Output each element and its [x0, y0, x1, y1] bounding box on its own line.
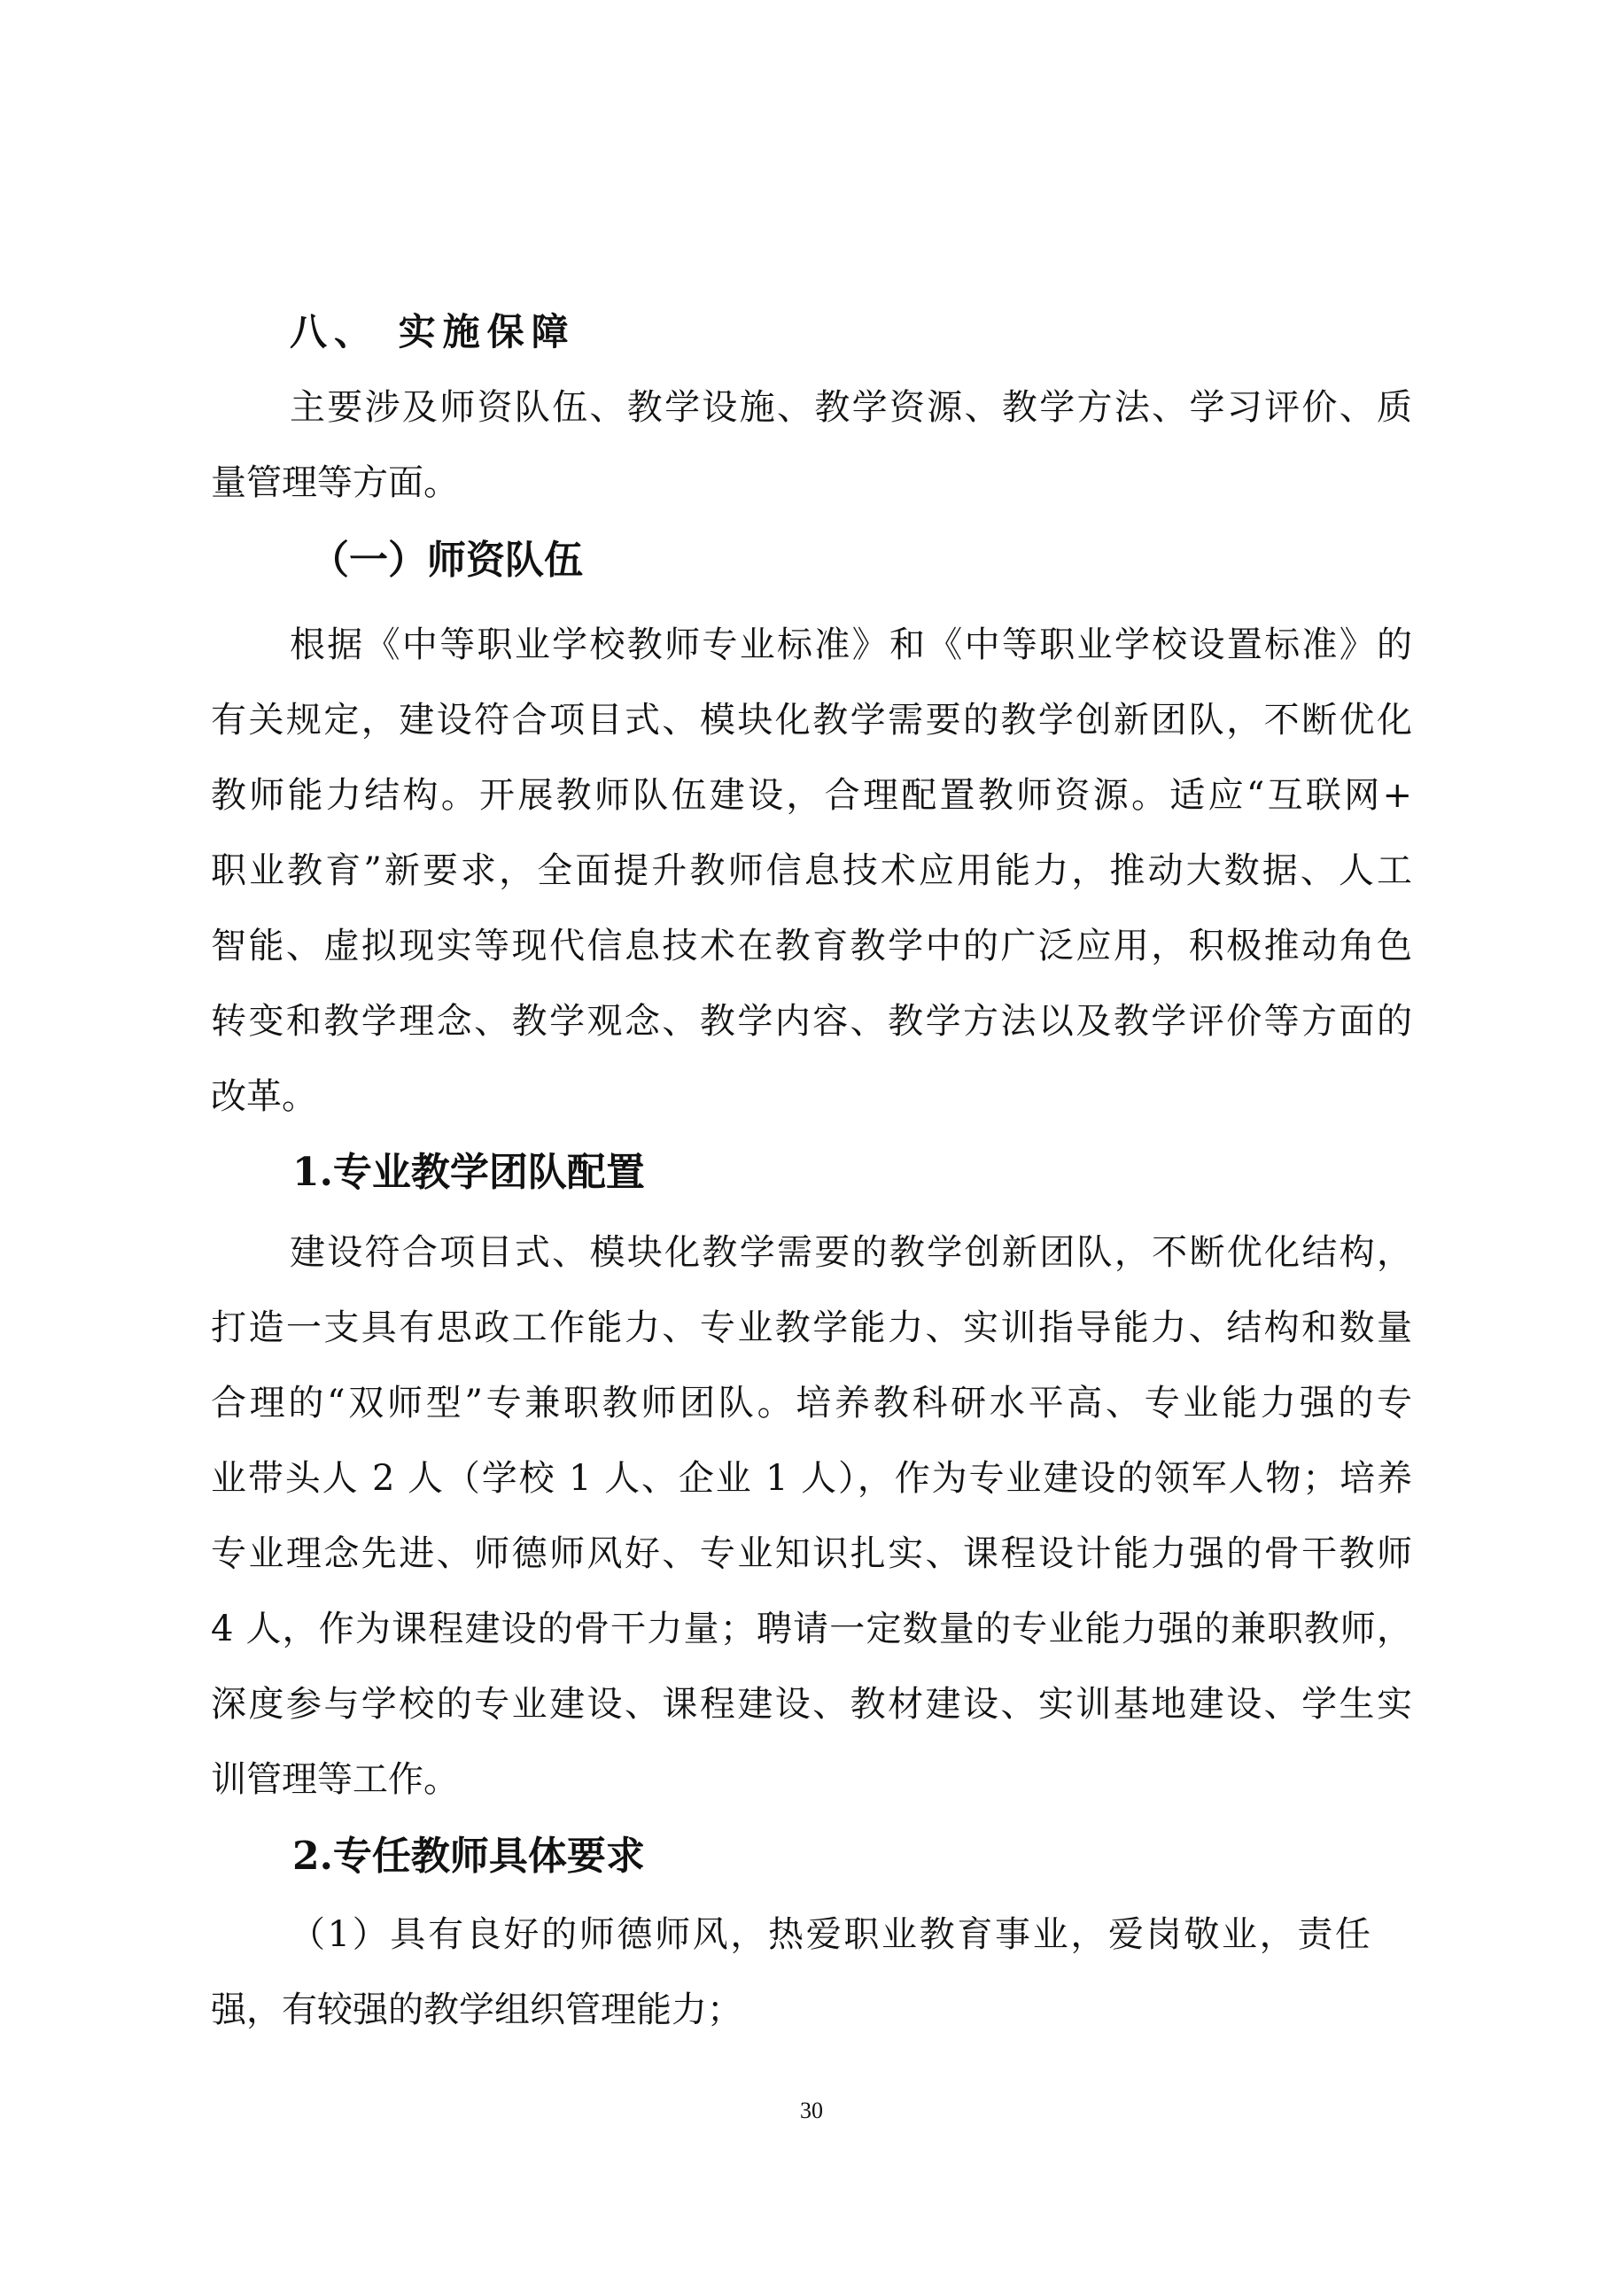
para2-line-1: 建设符合项目式、模块化教学需要的教学创新团队，不断优化结构，: [290, 1232, 1412, 1273]
subsection-heading: （一）师资队伍: [310, 538, 583, 583]
intro-line-1: 主要涉及师资队伍、教学设施、教学资源、教学方法、学习评价、质: [290, 387, 1412, 428]
para2-line-7: 深度参与学校的专业建设、课程建设、教材建设、实训基地建设、学生实: [211, 1684, 1412, 1725]
section-heading: 八、 实施保障: [290, 310, 576, 353]
para1-line-5: 智能、虚拟现实等现代信息技术在教育教学中的广泛应用，积极推动角色: [211, 926, 1412, 966]
heading-teacher-requirements: 2.专任教师具体要求: [292, 1834, 645, 1879]
intro-line-2: 量管理等方面。: [211, 462, 459, 503]
heading-team-configuration: 1.专业教学团队配置: [292, 1150, 645, 1195]
page-number: 30: [800, 2098, 823, 2123]
para1-line-2: 有关规定，建设符合项目式、模块化教学需要的教学创新团队，不断优化: [211, 700, 1412, 741]
para1-line-3: 教师能力结构。开展教师队伍建设，合理配置教师资源。适应“互联网+: [211, 775, 1412, 816]
para2-line-8: 训管理等工作。: [211, 1759, 459, 1800]
para2-line-4: 业带头人 2 人（学校 1 人、企业 1 人），作为专业建设的领军人物；培养: [211, 1458, 1412, 1499]
para1-line-1: 根据《中等职业学校教师专业标准》和《中等职业学校设置标准》的: [290, 624, 1412, 665]
para3-line-2: 强，有较强的教学组织管理能力；: [211, 1990, 742, 2030]
para2-line-3: 合理的“双师型”专兼职教师团队。培养教科研水平高、专业能力强的专: [211, 1383, 1412, 1423]
para1-line-6: 转变和教学理念、教学观念、教学内容、教学方法以及教学评价等方面的: [211, 1001, 1412, 1042]
para2-line-2: 打造一支具有思政工作能力、专业教学能力、实训指导能力、结构和数量: [211, 1307, 1412, 1348]
para3-line-1: （1）具有良好的师德师风，热爱职业教育事业，爱岗敬业，责任: [290, 1914, 1371, 1955]
para1-line-4: 职业教育”新要求，全面提升教师信息技术应用能力，推动大数据、人工: [211, 850, 1412, 891]
para1-line-7: 改革。: [211, 1076, 317, 1117]
para2-line-6: 4 人，作为课程建设的骨干力量；聘请一定数量的专业能力强的兼职教师，: [211, 1609, 1412, 1649]
para2-line-5: 专业理念先进、师德师风好、专业知识扎实、课程设计能力强的骨干教师: [211, 1533, 1412, 1574]
